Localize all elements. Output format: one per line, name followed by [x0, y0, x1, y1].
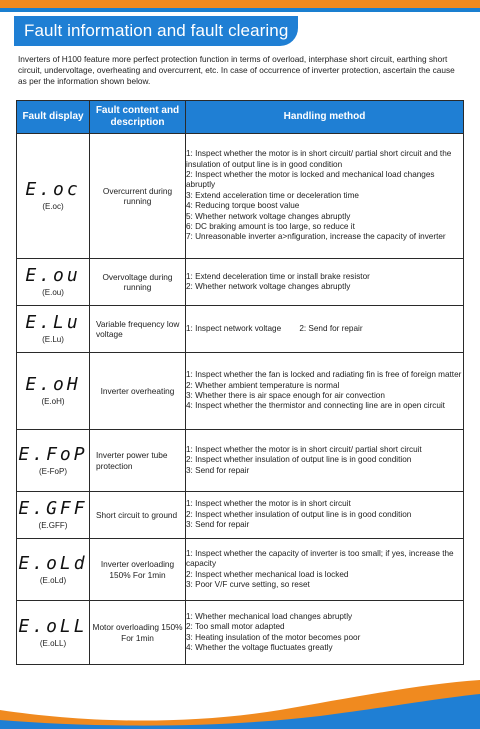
header-fault-display: Fault display [17, 101, 90, 134]
handling-step: 1: Inspect whether the motor is in short circuit [186, 499, 351, 509]
handling-step: 1: Inspect whether the motor is in short circuit/ partial short circuit [186, 444, 422, 454]
fault-display-readout: E.GFF [18, 498, 88, 519]
handling-method-cell [186, 492, 464, 539]
fault-description: Inverter overheating [90, 353, 186, 430]
handling-step: 1: Whether mechanical load changes abruptly [186, 611, 353, 621]
handling-step: 2: Inspect whether insulation of output line is in good condition [186, 455, 412, 465]
fault-display-cell [17, 492, 90, 539]
fault-code: (E.oLL) [39, 638, 67, 648]
handling-step: 2: Whether ambient temperature is normal [186, 380, 340, 390]
handling-step: 1: Inspect whether the fan is locked and radiating fin is free of foreign matter [186, 370, 462, 380]
fault-display-readout: E.oLL [18, 615, 88, 637]
handling-step: 3: Heating insulation of the motor becomes poor [186, 632, 361, 642]
fault-code: (E.Lu) [42, 335, 64, 344]
handling-step: 1: Inspect whether the capacity of inverter is too small; if yes, increase the capacity [186, 548, 454, 569]
fault-description: Overcurrent during running [90, 134, 186, 259]
table-row [17, 601, 464, 665]
handling-method-cell [186, 430, 464, 492]
fault-description: Short circuit to ground [90, 492, 186, 539]
fault-code: (E.oc) [42, 202, 64, 211]
table-row [17, 430, 464, 492]
fault-display-readout: E.oLd [18, 552, 88, 574]
fault-code: (E.ou) [42, 288, 64, 297]
handling-step: 2: Inspect whether the motor is locked and mechanical load changes abruptly [186, 169, 435, 190]
handling-step: 4: Reducing torque boost value [186, 201, 300, 211]
table-row [17, 492, 464, 539]
handling-step: 2: Inspect whether insulation of output line is in good condition [186, 509, 412, 519]
handling-method-cell [186, 539, 464, 601]
fault-code: (E.oH) [41, 397, 65, 406]
fault-display-readout: E.FoP [18, 443, 88, 465]
fault-display-cell [17, 134, 90, 259]
fault-display-readout: E.oc [25, 179, 81, 200]
fault-code: (E.oLd) [39, 575, 67, 585]
fault-code: (E-FoP) [39, 466, 67, 476]
handling-step: 4: Whether the voltage fluctuates greatly [186, 642, 333, 652]
fault-display-cell [17, 306, 90, 353]
handling-method-cell [186, 601, 464, 665]
handling-step: 2: Inspect whether mechanical load is locked [186, 569, 349, 579]
table-row [17, 259, 464, 306]
fault-display-cell [17, 601, 90, 665]
fault-description: Inverter power tube protection [90, 430, 186, 492]
handling-step: 1: Inspect whether the motor is in short circuit/ partial short circuit and the insulation of output line is in good condition [186, 149, 452, 169]
fault-display-cell [17, 353, 90, 430]
handling-method-cell [186, 134, 464, 259]
intro-paragraph: Inverters of H100 feature more perfect protection function in terms of overload, interphase short circuit, earthing short circuit, undervoltage, overheating and overcurrent, etc. In case of occurrence of inverter protection, ascertain the cause as per the information shown below. [18, 54, 455, 86]
handling-step: 3: Send for repair [186, 465, 250, 475]
handling-step: 7: Unreasonable inverter a>nfiguration, increase the capacity of inverter [186, 232, 446, 242]
handling-step: 4: Inspect whether the thermistor and connecting line are in open circuit [186, 401, 445, 411]
page-title: Fault information and fault clearing [14, 16, 298, 46]
table-row [17, 353, 464, 430]
fault-display-readout: E.ou [25, 265, 81, 286]
footer-wave-decoration [0, 680, 480, 729]
handling-step: 3: Poor V/F curve setting, so reset [186, 579, 310, 589]
fault-display-cell [17, 430, 90, 492]
handling-method-cell [186, 306, 464, 353]
fault-description: Variable frequency low voltage [90, 306, 186, 353]
handling-step: 2: Whether network voltage changes abruptly [186, 282, 351, 291]
table-row [17, 539, 464, 601]
table-row [17, 134, 464, 259]
handling-step: 5: Whether network voltage changes abruptly [186, 211, 351, 221]
handling-method-cell [186, 259, 464, 306]
header-handling-method: Handling method [186, 101, 464, 134]
fault-display-cell [17, 259, 90, 306]
fault-display-readout: E.oH [25, 374, 81, 395]
fault-description: Motor overloading 150% For 1min [90, 601, 186, 665]
fault-description: Inverter overloading 150% For 1min [90, 539, 186, 601]
fault-display-cell [17, 539, 90, 601]
handling-method-cell [186, 353, 464, 430]
handling-step: 1: Extend deceleration time or install brake resistor [186, 271, 370, 281]
header-fault-content: Fault content and description [90, 101, 186, 134]
fault-description: Overvoltage during running [90, 259, 186, 306]
fault-display-readout: E.Lu [25, 312, 81, 333]
top-accent-stripe [0, 8, 480, 12]
handling-step: 6: DC braking amount is too large, so reduce it [186, 222, 355, 232]
handling-step: 2: Too small motor adapted [186, 622, 285, 632]
fault-code: (E.GFF) [38, 521, 68, 530]
top-accent-bar [0, 0, 480, 8]
table-row [17, 306, 464, 353]
handling-step: 1: Inspect network voltage 2: Send for repair [186, 323, 363, 333]
table-header-row [17, 101, 464, 134]
fault-table [16, 100, 464, 665]
handling-step: 3: Whether there is air space enough for air convection [186, 391, 385, 400]
handling-step: 3: Send for repair [186, 520, 250, 530]
handling-step: 3: Extend acceleration time or deceleration time [186, 190, 359, 200]
